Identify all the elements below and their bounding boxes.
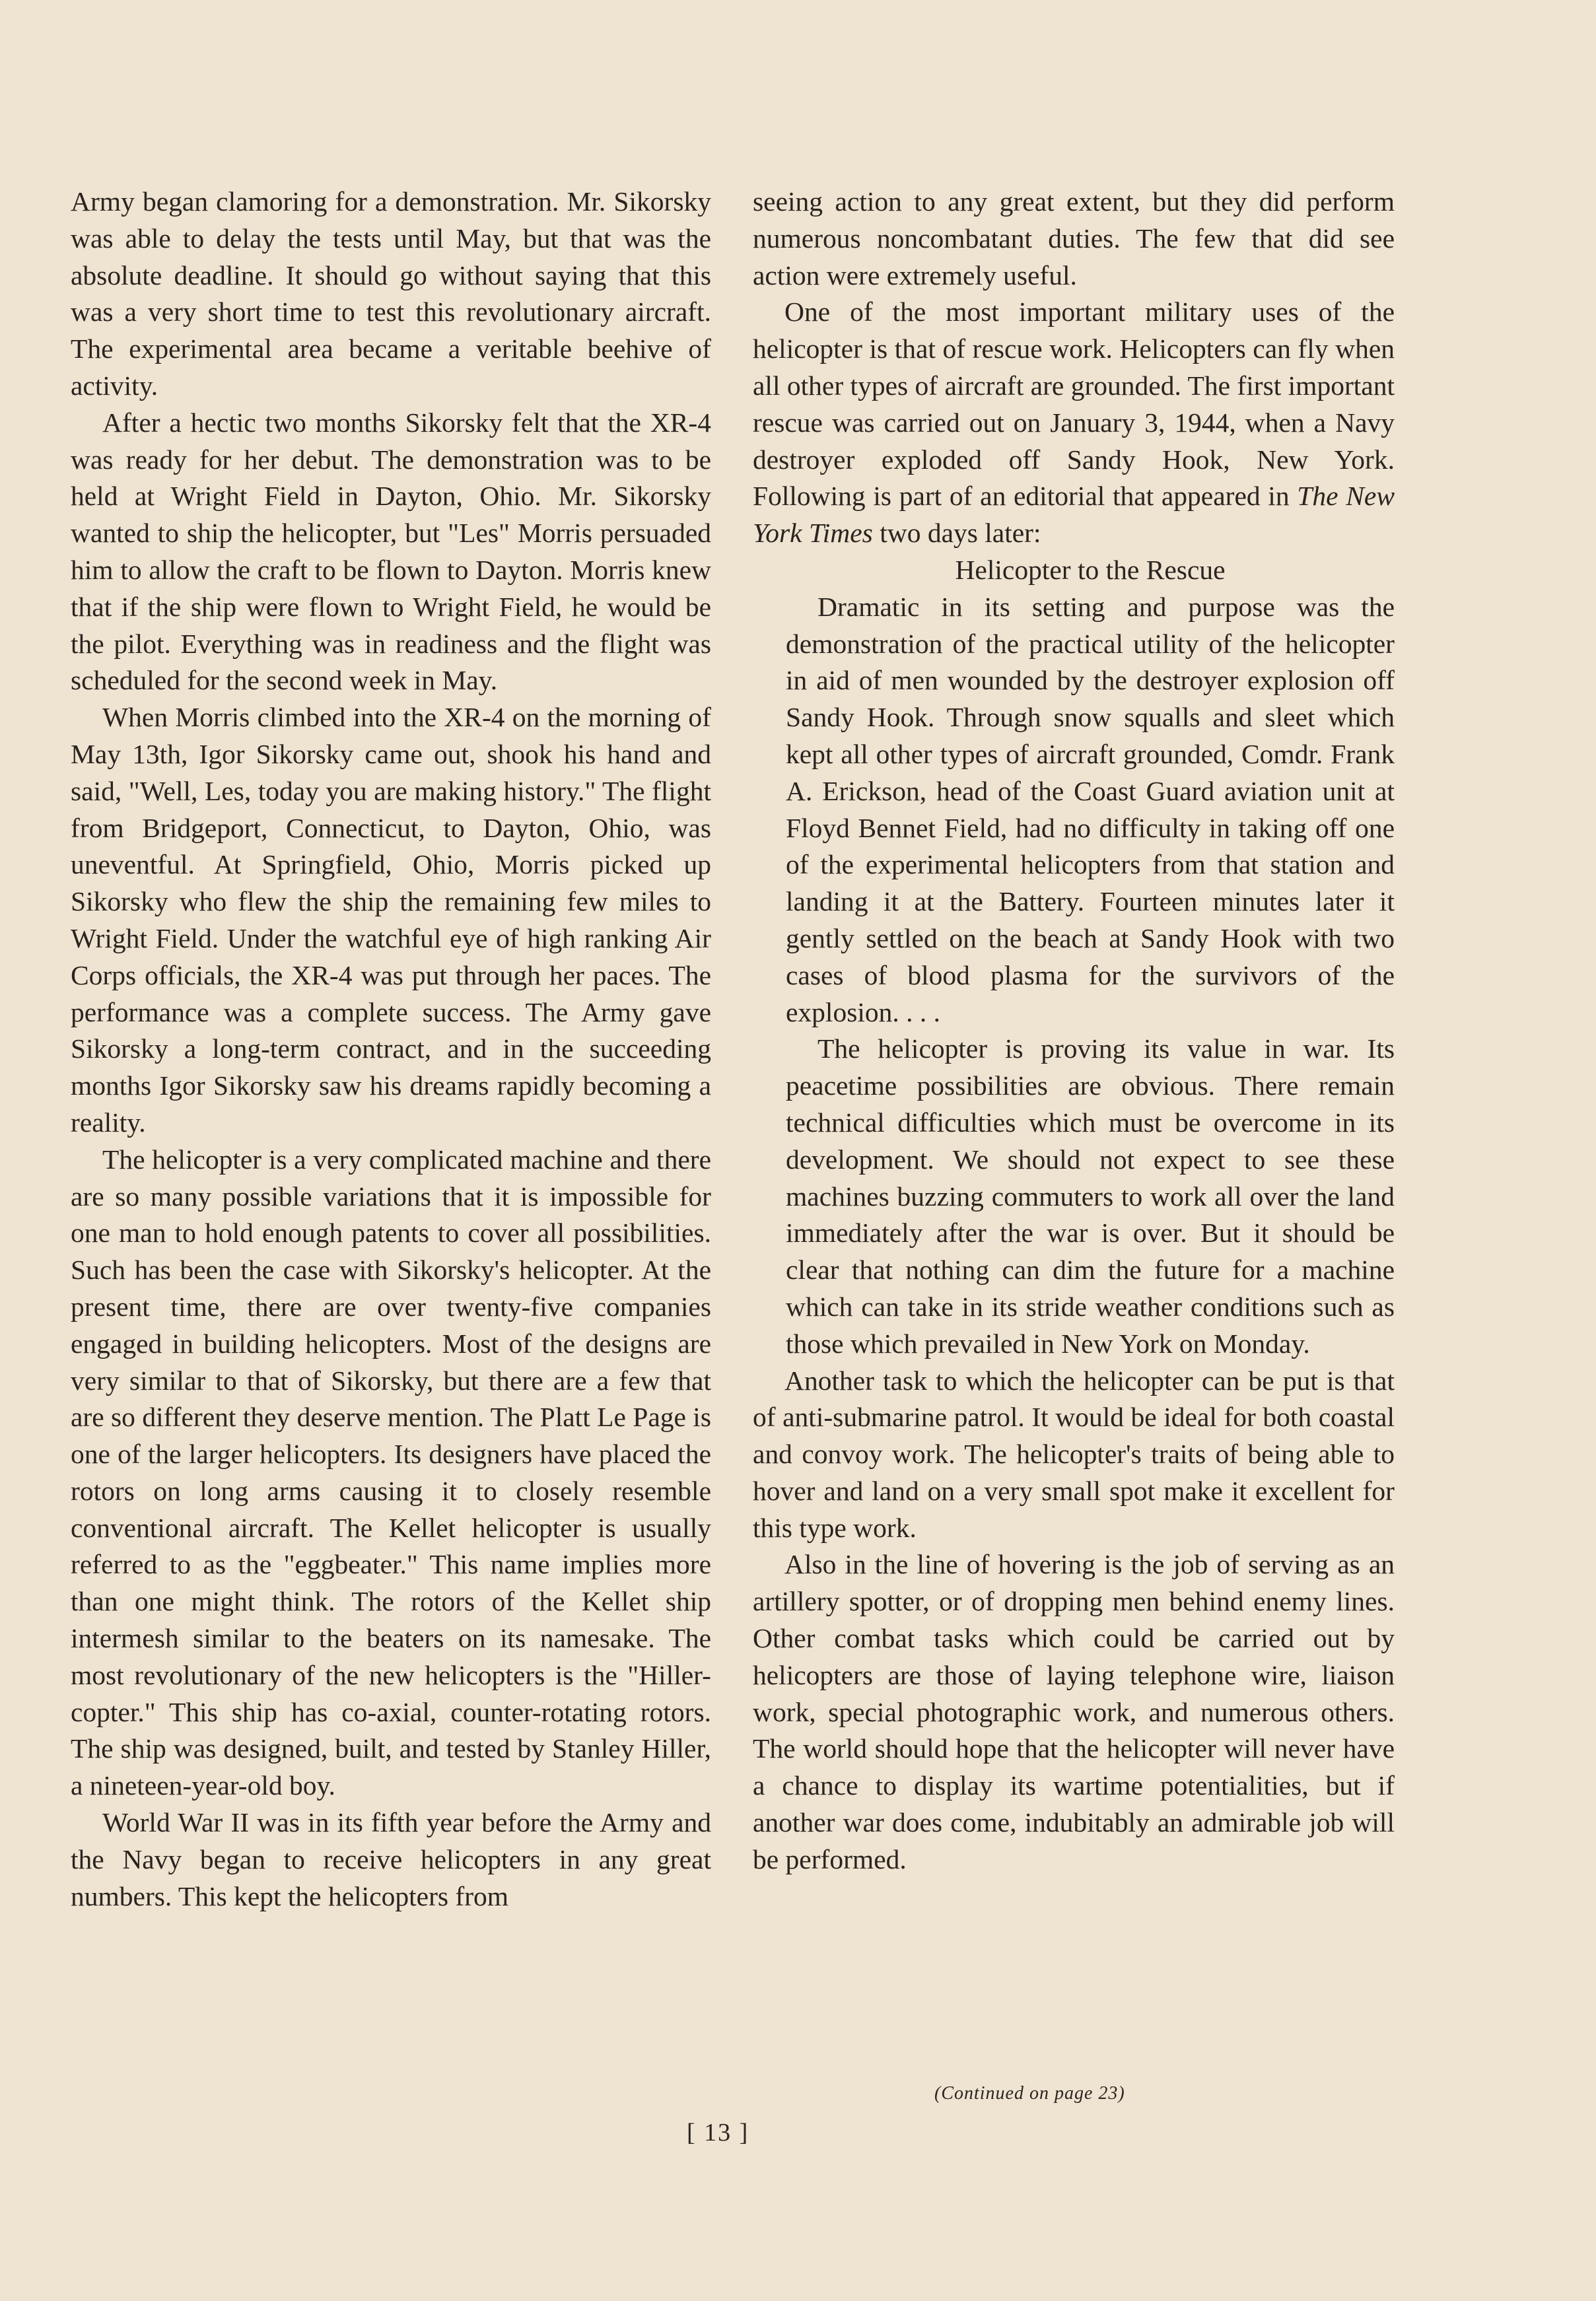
paragraph: The helicopter is a very complicated machine and there are so many possible variations that it is impossible for one man to hold enough patents to cover all possibilities. Such has been the case with Sikorsky's helicopter. At the present time, there are over twenty-five companies engaged in building helicopters. Most of the designs are very similar to that of Sikorsky, but there are a few that are so different they deserve mention. The Platt Le Page is one of the larger helicopters. Its designers have placed the rotors on long arms causing it to closely resemble conventional aircraft. The Kellet helicopter is usually referred to as the "eggbeater." This name implies more than one might think. The rotors of the Kellet ship intermesh similar to the beaters on its namesake. The most revolutionary of the new helicopters is the "Hiller-copter." This ship has co-axial, counter-rotating rotors. The ship was designed, built, and tested by Stanley Hiller, a nineteen-year-old boy.: [71, 1144, 711, 1801]
paragraph: After a hectic two months Sikorsky felt that the XR-4 was ready for her debut. The demonstration was to be held at Wright Field in Dayton, Ohio. Mr. Sikorsky wanted to ship the helicopter, but "Les" Morris persuaded him to allow the craft to be flown to Dayton. Morris knew that if the ship were flown to Wright Field, he would be the pilot. Everything was in readiness and the flight was scheduled for the second week in May.: [71, 407, 711, 696]
page-number: [ 13 ]: [687, 2119, 749, 2146]
quote-paragraph: Dramatic in its setting and purpose was the demonstration of the practical utility of the helicopter in aid of men wounded by the destroyer explosion off Sandy Hook. Through snow squalls and sleet which kept all other types of aircraft grounded, Comdr. Frank A. Erickson, head of the Coast Guard aviation unit at Floyd Bennet Field, had no difficulty in taking off one of the experimental helicopters from that station and landing it at the Battery. Fourteen minutes later it gently settled on the beach at Sandy Hook with two cases of blood plasma for the survivors of the explosion. . . .: [786, 591, 1395, 1027]
paragraph: Army began clamoring for a demonstration. Mr. Sikorsky was able to delay the tests until May, but that was the absolute deadline. It should go without saying that this was a very short time to test this revolutionary aircraft. The experimental area became a veritable beehive of activity.: [71, 186, 711, 401]
paragraph-text: One of the most important military uses of the helicopter is that of rescue work. Helicopters can fly when all other types of aircraft are grounded. The first important rescue was carried out on January 3, 1944, when a Navy destroyer exploded off Sandy Hook, New York. Following is part of an editorial that appeared in: [753, 296, 1395, 512]
paragraph: World War II was in its fifth year before the Army and the Navy began to receive helicopters in any great numbers. This kept the helicopters from: [71, 1807, 711, 1911]
paragraph: [753, 294, 1395, 552]
newspaper-title: The New York Times: [753, 481, 1395, 549]
paragraph: seeing action to any great extent, but they did perform numerous noncombatant duties. The few that did see action were extremely useful.: [753, 186, 1395, 291]
right-column: [753, 184, 1395, 1878]
paragraph: Also in the line of hovering is the job of serving as an artillery spotter, or of dropping men behind enemy lines. Other combat tasks which could be carried out by helicopters are those of laying telephone wire, liaison work, special photographic work, and numerous others. The world should hope that the helicopter will never have a chance to display its wartime potentialities, but if another war does come, indubitably an admirable job will be performed.: [753, 1549, 1395, 1874]
quote-title: Helicopter to the Rescue: [955, 554, 1226, 585]
paragraph-text: two days later:: [880, 518, 1041, 549]
left-column: [71, 184, 711, 1915]
paragraph: When Morris climbed into the XR-4 on the morning of May 13th, Igor Sikorsky came out, shook his hand and said, "Well, Les, today you are making history." The flight from Bridgeport, Connecticut, to Dayton, Ohio, was uneventful. At Springfield, Ohio, Morris picked up Sikorsky who flew the ship the remaining few miles to Wright Field. Under the watchful eye of high ranking Air Corps officials, the XR-4 was put through her paces. The performance was a complete success. The Army gave Sikorsky a long-term contract, and in the succeeding months Igor Sikorsky saw his dreams rapidly becoming a reality.: [71, 702, 711, 1138]
paragraph: Another task to which the helicopter can be put is that of anti-submarine patrol. It would be ideal for both coastal and convoy work. The helicopter's traits of being able to hover and land on a very small spot make it excellent for this type work.: [753, 1365, 1395, 1543]
continued-note: (Continued on page 23): [934, 2083, 1125, 2104]
quote-paragraph: The helicopter is proving its value in war. Its peacetime possibilities are obvious. There remain technical difficulties which must be overcome in its development. We should not expect to see these machines buzzing commuters to work all over the land immediately after the war is over. But it should be clear that nothing can dim the future for a machine which can take in its stride weather conditions such as those which prevailed in New York on Monday.: [786, 1033, 1395, 1359]
